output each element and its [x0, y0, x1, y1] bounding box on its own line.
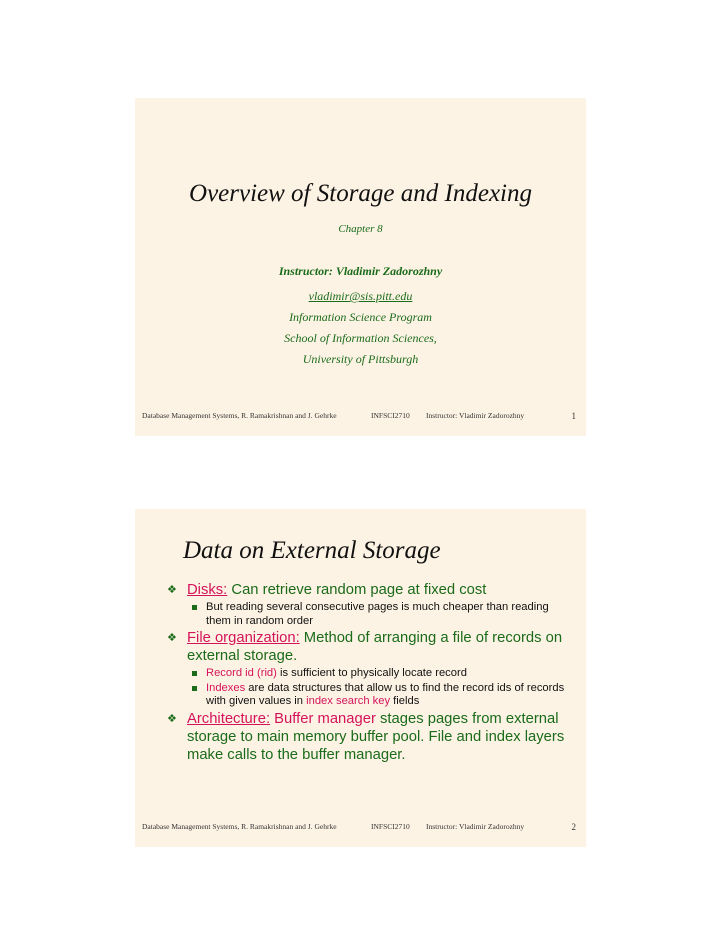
slide-1 [135, 98, 586, 436]
footer-book: Database Management Systems, R. Ramakrishnan and J. Gehrke [142, 411, 337, 420]
diamond-bullet-icon: ❖ [167, 584, 177, 596]
rid-term: Record id (rid) [206, 667, 277, 679]
indexes-text: are data structures that allow us to find the record ids of records with given values in [206, 681, 565, 707]
footer-instructor: Instructor: Vladimir Zadorozhny [426, 822, 525, 831]
school-name: School of Information Sciences, [284, 331, 437, 345]
disks-term: Disks: [187, 582, 228, 598]
page-number: 1 [571, 411, 576, 421]
sub-bullet-consecutive-pages [206, 601, 566, 628]
footer-course: INFSCI2710 [371, 411, 410, 420]
square-bullet-icon [192, 686, 197, 691]
instructor-email-link[interactable]: vladimir@sis.pitt.edu [308, 289, 413, 303]
indexes-term: Indexes [206, 681, 246, 694]
slide-2 [135, 509, 586, 847]
sub-bullet-rid [206, 667, 566, 681]
page-number: 2 [571, 822, 576, 832]
slide-1-title: Overview of Storage and Indexing [189, 180, 532, 207]
sub-bullet-indexes [206, 682, 566, 709]
slide-2-content [135, 581, 586, 766]
program-name: Information Science Program [289, 310, 432, 324]
square-bullet-icon [192, 605, 197, 610]
disks-text: Can retrieve random page at fixed cost [227, 582, 487, 598]
architecture-text: stages pages from external storage to main memory buffer pool. File and index layers make calls to the buffer manager. [187, 710, 565, 763]
indexes-text-end: fields [390, 695, 420, 707]
footer-book: Database Management Systems, R. Ramakrishnan and J. Gehrke [142, 822, 337, 831]
chapter-label: Chapter 8 [338, 223, 383, 235]
university-name: University of Pittsburgh [302, 352, 419, 366]
bullet-disks [167, 581, 570, 599]
diamond-bullet-icon: ❖ [167, 632, 177, 644]
architecture-term: Architecture: [187, 710, 271, 727]
slide-2-footer [135, 822, 586, 834]
rid-text: is sufficient to physically locate record [276, 667, 467, 679]
file-org-text: Method of arranging a file of records on external storage. [187, 630, 563, 664]
slide-1-footer [135, 411, 586, 423]
bullet-file-organization [167, 629, 570, 665]
slide-2-title: Data on External Storage [183, 537, 441, 564]
buffer-manager-term: Buffer manager [270, 710, 376, 727]
diamond-bullet-icon: ❖ [167, 712, 177, 725]
footer-instructor: Instructor: Vladimir Zadorozhny [426, 411, 525, 420]
file-org-term: File organization: [187, 630, 300, 646]
square-bullet-icon [192, 671, 197, 676]
footer-course: INFSCI2710 [371, 822, 410, 831]
consecutive-pages-text: But reading several consecutive pages is much cheaper than reading them in random order [206, 601, 549, 627]
instructor-name: Instructor: Vladimir Zadorozhny [278, 264, 443, 278]
index-search-key-term: index search key [306, 695, 391, 707]
bullet-architecture [167, 710, 570, 764]
